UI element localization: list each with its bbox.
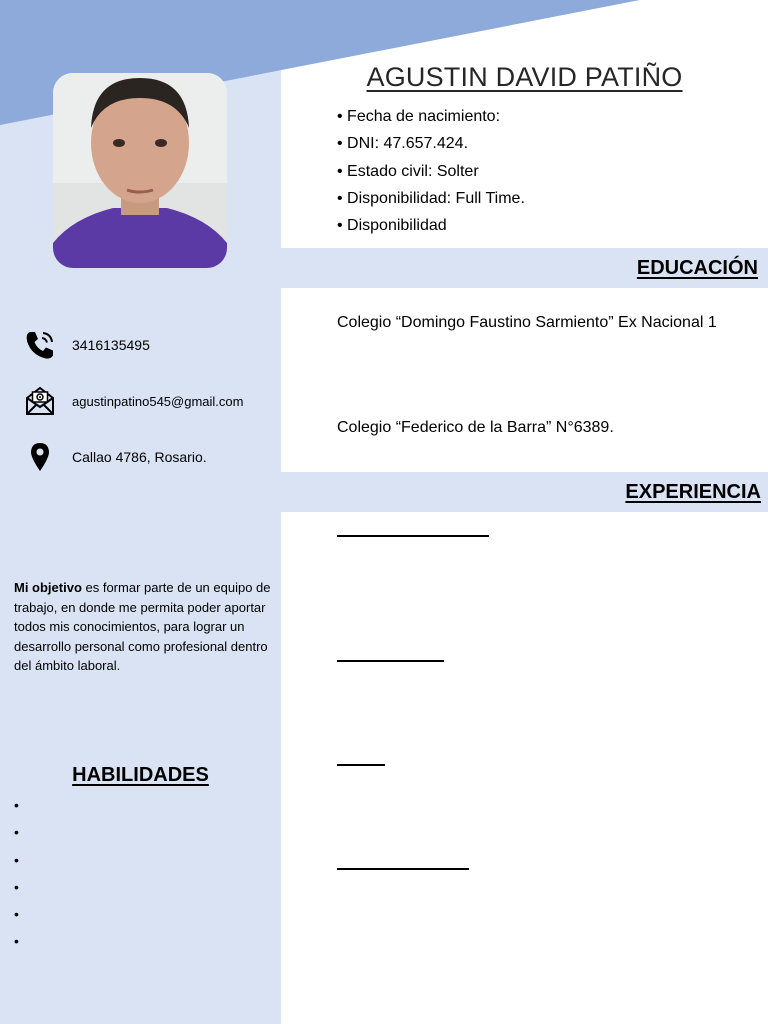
- skill-bullet: [14, 874, 19, 901]
- candidate-name: AGUSTIN DAVID PATIÑO: [366, 62, 683, 92]
- skill-bullet: [14, 928, 19, 955]
- contact-phone: [22, 327, 150, 363]
- skills-title: HABILIDADES: [72, 764, 209, 786]
- location-icon: [22, 439, 58, 475]
- skills-list: [14, 792, 19, 956]
- contact-email: [22, 383, 243, 419]
- detail-availability: • Disponibilidad: Full Time.: [337, 189, 525, 207]
- education-item: Colegio “Federico de la Barra” N°6389.: [337, 419, 614, 436]
- detail-civil-status: • Estado civil: Solter: [337, 162, 479, 180]
- skill-bullet: [14, 792, 19, 819]
- experience-entry-line: [337, 868, 469, 870]
- skill-bullet: [14, 847, 19, 874]
- detail-availability-2: • Disponibilidad: [337, 217, 447, 235]
- experience-entry-line: [337, 660, 444, 662]
- objective-text: es formar parte de un equipo de trabajo, en donde me permita poder aportar todos mis conocimientos, para lograr un desarrollo personal como profesional dentro del ámbito laboral.: [14, 580, 271, 673]
- email-address[interactable]: agustinpatino545@gmail.com: [72, 393, 244, 409]
- objective-lead: Mi objetivo: [14, 580, 82, 595]
- objective-paragraph: [14, 578, 276, 676]
- skill-bullet: [14, 901, 19, 928]
- address-text: Callao 4786, Rosario.: [72, 449, 207, 465]
- experience-header-band: [281, 472, 768, 512]
- skill-bullet: [14, 819, 19, 846]
- contact-address: [22, 439, 207, 475]
- email-icon: [22, 383, 58, 419]
- phone-icon: [22, 327, 58, 363]
- education-title: EDUCACIÓN: [636, 257, 758, 279]
- experience-entry-line: [337, 535, 489, 537]
- detail-dni: • DNI: 47.657.424.: [337, 135, 469, 153]
- phone-number[interactable]: 3416135495: [72, 337, 150, 353]
- education-header-band: [281, 248, 768, 288]
- experience-entry-line: [337, 764, 385, 766]
- detail-birthdate: • Fecha de nacimiento:: [337, 108, 501, 125]
- experience-title: EXPERIENCIA: [625, 481, 761, 503]
- personal-details-list: [337, 103, 525, 239]
- education-item: Colegio “Domingo Faustino Sarmiento” Ex Nacional 1: [337, 314, 717, 331]
- profile-photo: [53, 73, 227, 268]
